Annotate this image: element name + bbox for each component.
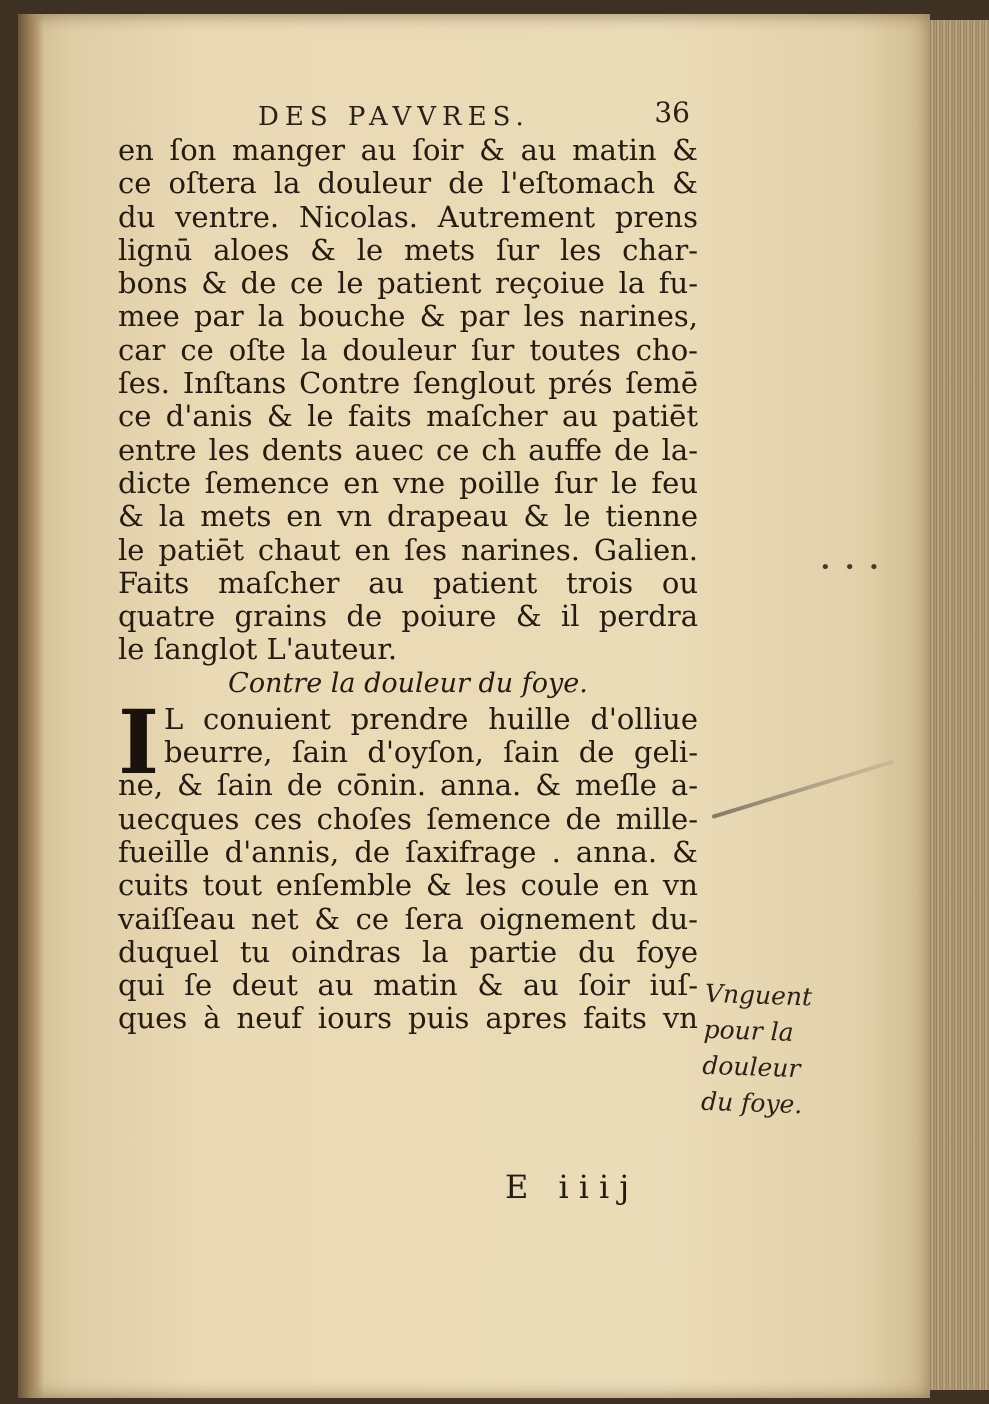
marginal-note-line: douleur [701,1050,801,1084]
text-line: L conuient prendre huille d'olliue [164,701,698,736]
text-line: quatre grains de poiure & il perdra [118,599,698,634]
text-line: beurre, ſain d'oyſon, ſain de geli- [164,735,698,770]
running-title: DES PAVVRES. [258,102,530,132]
body-text [118,134,698,1036]
text-line: uecques ces choſes ſemence de mille- [118,801,698,836]
text-line: mee par la bouche & par les narines, [118,299,698,334]
text-line: qui ſe deut au matin & au ſoir iuſ- [118,968,698,1003]
gutter-shadow [18,14,44,1398]
signature-mark: E iiij [505,1168,640,1206]
ink-dots: • • • [820,557,884,578]
text-line: ques à neuf iours puis apres faits vn [118,1001,698,1036]
text-line: en ſon manger au ſoir & au matin & [118,133,698,167]
text-line: bons & de ce le patient reçoiue la fu- [118,266,698,301]
text-line: ce oſtera la douleur de l'eſtomach & [118,166,698,201]
text-line: entre les dents auec ce ch auffe de la- [118,432,698,467]
drop-cap-initial: I [118,689,160,794]
text-line: le ſanglot L'auteur. [118,632,398,667]
text-line: ce d'anis & le faits maſcher au patiēt [118,399,698,434]
text-line: & la mets en vn drapeau & le tienne [118,499,698,534]
text-line: ne, & ſain de cōnin. anna. & meſle a- [118,768,698,803]
page-edges [930,20,989,1390]
text-line: fueille d'annis, de ſaxifrage . anna. & [118,834,698,869]
text-line: Faits maſcher au patient trois ou [118,565,698,600]
folio-number: 36 [654,96,690,129]
text-line: duquel tu oindras la partie du foye [118,934,698,969]
section-subheading: Contre la douleur du foye. [228,667,588,699]
marginal-note-line: Vnguent [704,978,813,1012]
text-line: vaiſſeau net & ce ſera oignement du- [118,901,698,936]
marginal-note [701,976,836,1124]
text-line: car ce oſte la douleur ſur toutes cho- [118,332,698,367]
text-line: cuits tout enſemble & les coule en vn [118,868,698,903]
marginal-note-line: du foye. [700,1086,803,1120]
marginal-note-line: pour la [703,1014,795,1047]
text-line: lignū aloes & le mets ſur les char- [118,232,698,267]
text-line: dicte ſemence en vne poille ſur le feu [118,465,698,500]
text-line: du ventre. Nicolas. Autrement prens [118,199,698,234]
section-paragraph [118,689,698,1036]
page-header [258,96,690,136]
text-line: le patiēt chaut en ſes narines. Galien. [118,532,698,567]
text-line: ſes. Inſtans Contre ſenglout prés ſemē [118,366,698,401]
